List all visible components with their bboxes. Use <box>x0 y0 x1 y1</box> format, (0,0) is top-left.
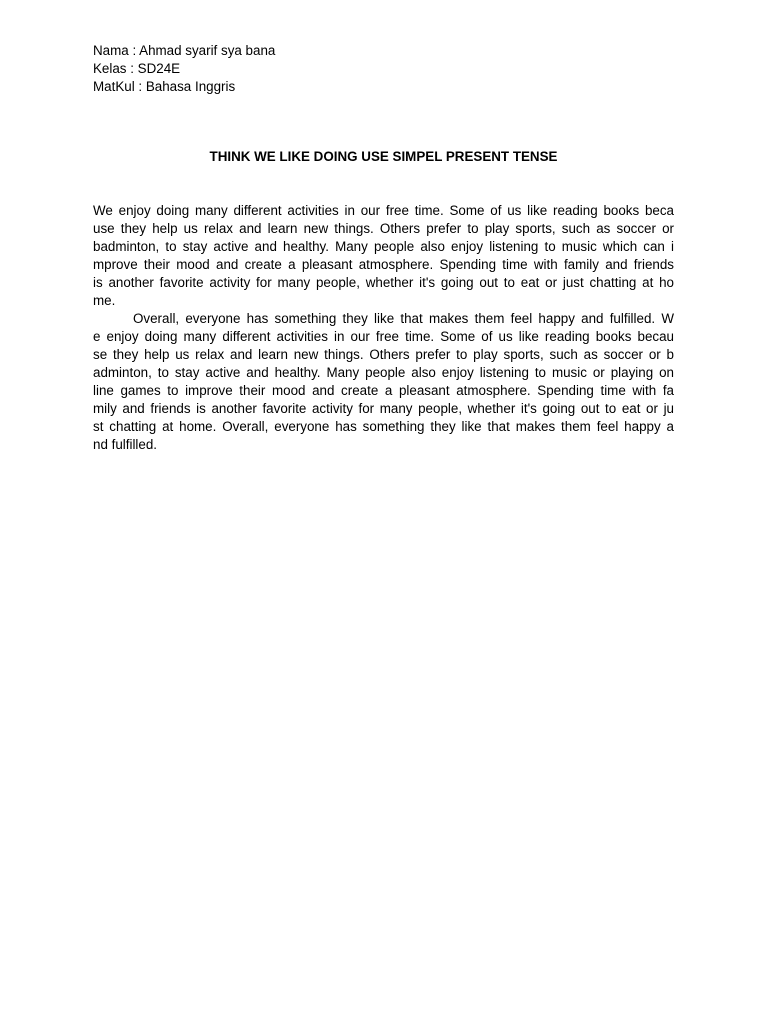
text-line: me. <box>93 293 116 308</box>
paragraph-1 <box>93 202 674 310</box>
text-line: We enjoy doing many different activities in our free time. Some of us like reading books beca <box>93 203 674 218</box>
student-class: Kelas : SD24E <box>93 61 181 76</box>
text-line: is another favorite activity for many people, whether it's going out to eat or just chatting at ho <box>93 275 674 290</box>
text-line: adminton, to stay active and healthy. Many people also enjoy listening to music or playing on <box>93 365 674 380</box>
document-body <box>93 202 674 454</box>
student-info <box>93 42 275 96</box>
text-line: Overall, everyone has something they like that makes them feel happy and fulfilled. W <box>133 311 674 326</box>
text-line: st chatting at home. Overall, everyone has something they like that makes them feel happy a <box>93 419 674 434</box>
paragraph-2 <box>93 310 674 454</box>
document-title: THINK WE LIKE DOING USE SIMPEL PRESENT TENSE <box>209 149 558 164</box>
text-line: nd fulfilled. <box>93 437 158 452</box>
text-line: line games to improve their mood and create a pleasant atmosphere. Spending time with fa <box>93 383 674 398</box>
course-name: MatKul : Bahasa Inggris <box>93 79 236 94</box>
student-name: Nama : Ahmad syarif sya bana <box>93 43 276 58</box>
text-line: mily and friends is another favorite activity for many people, whether it's going out to eat or ju <box>93 401 674 416</box>
text-line: e enjoy doing many different activities in our free time. Some of us like reading books becau <box>93 329 674 344</box>
text-line: badminton, to stay active and healthy. Many people also enjoy listening to music which can i <box>93 239 674 254</box>
text-line: use they help us relax and learn new things. Others prefer to play sports, such as soccer or <box>93 221 674 236</box>
text-line: mprove their mood and create a pleasant atmosphere. Spending time with family and friends <box>93 257 674 272</box>
text-line: se they help us relax and learn new things. Others prefer to play sports, such as soccer or b <box>93 347 674 362</box>
